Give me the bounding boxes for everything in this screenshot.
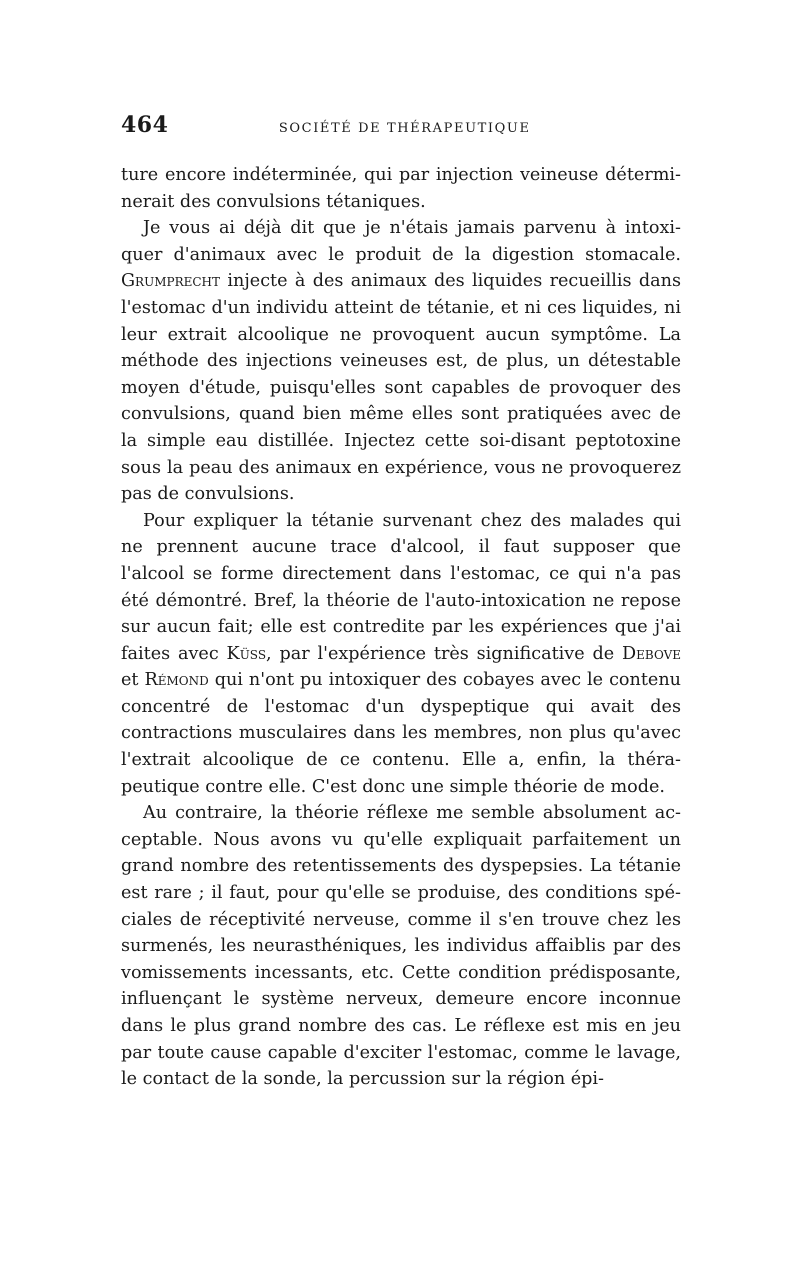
author-name-kuss: Küss <box>226 643 267 664</box>
author-name-grumprecht: Grumprecht <box>121 271 221 292</box>
paragraph-3-text-2: , par l'expérience très significative de <box>266 643 623 664</box>
author-name-debove: Debove <box>622 643 681 664</box>
page-number: 464 <box>121 112 169 138</box>
paragraph-2-text-1: Je vous ai déjà dit que je n'étais jamais parvenu à intoxi-quer d'animaux avec le produit de la digestion stomacale. <box>121 218 681 265</box>
paragraph-3 <box>121 508 681 801</box>
paragraph-2-text-2: injecte à des animaux des liquides recueillis dans l'estomac d'un individu atteint de tétanie, et ni ces liquides, ni leur extrait alcoolique ne provoquent aucun symptôme. La méthode des injections veineuses est, de plus, un détestable moyen d'étude, puisqu'elles sont capables de provoquer des convulsions, quand bien même elles sont pratiquées avec de la simple eau distillée. Injectez cette soi-disant peptotoxine sous la peau des animaux en expérience, vous ne provoquerez pas de convulsions. <box>121 271 681 505</box>
book-page <box>121 112 681 1093</box>
paragraph-3-text-4: qui n'ont pu intoxiquer des cobayes avec le contenu concentré de l'estomac d'un dyspeptique qui avait des contractions musculaires dans les membres, non plus qu'avec l'extrait alcoolique de ce contenu. Elle a, enfin, la théra-peutique contre elle. C'est donc une simple théorie de mode. <box>121 670 681 797</box>
paragraph-1: ture encore indéterminée, qui par injection veineuse détermi-nerait des convulsions tétaniques. <box>121 165 681 212</box>
paragraph-4: Au contraire, la théorie réflexe me semble absolument ac-ceptable. Nous avons vu qu'elle expliquait parfaitement un grand nombre des retentissements des dyspepsies. La tétanie est rare ; il faut, pour qu'elle se produise, des conditions spé-ciales de réceptivité nerveuse, comme il s'en trouve chez les surmenés, les neurasthéniques, les individus affaiblis par des vomissements incessants, etc. Cette condition prédisposante, influençant le système nerveux, demeure encore inconnue dans le plus grand nombre des cas. Le réflexe est mis en jeu par toute cause capable d'exciter l'estomac, comme le lavage, le contact de la sonde, la percussion sur la région épi- <box>121 803 681 1090</box>
page-header <box>121 112 681 148</box>
running-title: SOCIÉTÉ DE THÉRAPEUTIQUE <box>278 121 531 136</box>
paragraph-3-text-3: et <box>121 670 145 691</box>
paragraph-2 <box>121 215 681 508</box>
paragraph-3-text-1: Pour expliquer la tétanie survenant chez des malades qui ne prennent aucune trace d'alcool, il faut supposer que l'alcool se forme directement dans l'estomac, ce qui n'a pas été démontré. Bref, la théorie de l'auto-intoxication ne repose sur aucun fait; elle est contredite par les expériences que j'ai faites avec <box>121 510 681 664</box>
author-name-remond: Rémond <box>144 670 209 691</box>
